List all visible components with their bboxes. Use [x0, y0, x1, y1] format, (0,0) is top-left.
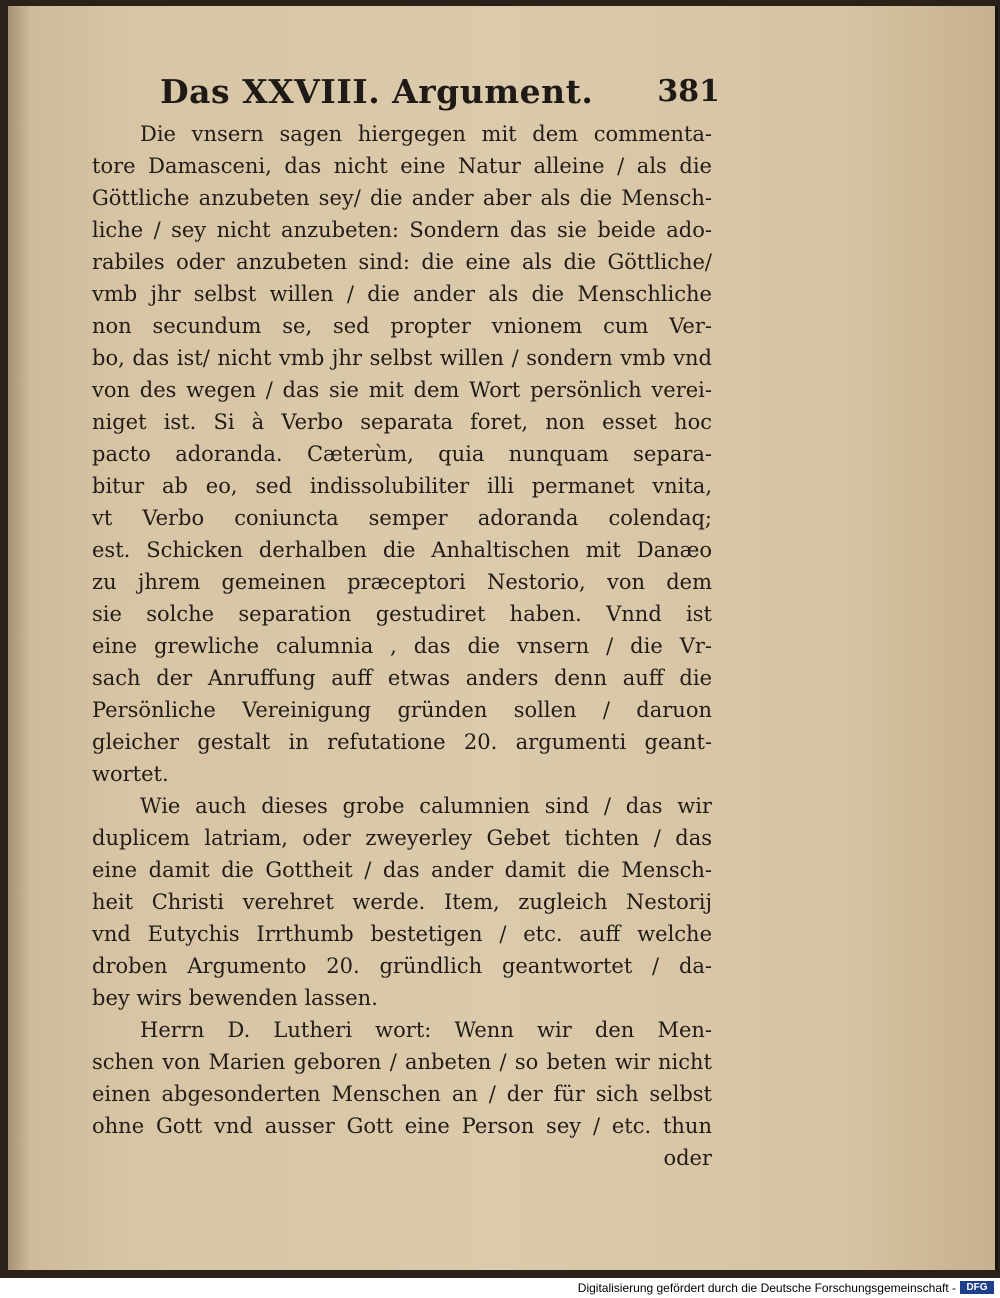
text-line: sach der Anruffung auff etwas anders denn auff die — [92, 666, 712, 690]
text-line: eine grewliche calumnia , das die vnsern / die Vr- — [92, 634, 712, 658]
text-line: non secundum se, sed propter vnionem cum Ver- — [92, 314, 712, 338]
running-title: Das XXVIII. Argument. — [160, 72, 594, 111]
text-line: liche / sey nicht anzubeten: Sondern das sie beide ado- — [92, 218, 712, 242]
text-line: duplicem latriam, oder zweyerley Gebet tichten / das — [92, 826, 712, 850]
page-number: 381 — [657, 74, 720, 109]
text-line: Herrn D. Lutheri wort: Wenn wir den Men- — [140, 1018, 712, 1042]
text-line: oder — [663, 1146, 712, 1170]
digitization-credit: Digitalisierung gefördert durch die Deutsche Forschungsgemeinschaft - — [577, 1281, 956, 1295]
text-line: vt Verbo coniuncta semper adoranda colendaq; — [92, 506, 712, 530]
text-line: est. Schicken derhalben die Anhaltischen mit Danæo — [92, 538, 712, 562]
text-line: eine damit die Gottheit / das ander damit die Mensch- — [92, 858, 712, 882]
page-header — [160, 72, 720, 116]
text-line: Göttliche anzubeten sey/ die ander aber als die Mensch- — [92, 186, 712, 210]
dfg-logo: DFG — [960, 1281, 994, 1294]
text-line: tore Damasceni, das nicht eine Natur alleine / als die — [92, 154, 712, 178]
text-line: niget ist. Si à Verbo separata foret, non esset hoc — [92, 410, 712, 434]
text-line: Persönliche Vereinigung gründen sollen / daruon — [92, 698, 712, 722]
text-line: Die vnsern sagen hiergegen mit dem commenta- — [140, 122, 712, 146]
text-line: bitur ab eo, sed indissolubiliter illi permanet vnita, — [92, 474, 712, 498]
footer-bar — [0, 1278, 1000, 1298]
text-line: sie solche separation gestudiret haben. Vnnd ist — [92, 602, 712, 626]
text-line: droben Argumento 20. gründlich geantwortet / da- — [92, 954, 712, 978]
text-line: pacto adoranda. Cæterùm, quia nunquam separa- — [92, 442, 712, 466]
text-line: vmb jhr selbst willen / die ander als die Menschliche — [92, 282, 712, 306]
text-line: ohne Gott vnd ausser Gott eine Person sey / etc. thun — [92, 1114, 712, 1138]
text-line: zu jhrem gemeinen præceptori Nestorio, von dem — [92, 570, 712, 594]
text-line: wortet. — [92, 762, 169, 786]
text-line: gleicher gestalt in refutatione 20. argumenti geant- — [92, 730, 712, 754]
text-line: bey wirs bewenden lassen. — [92, 986, 378, 1010]
text-line: schen von Marien geboren / anbeten / so beten wir nicht — [92, 1050, 712, 1074]
text-line: von des wegen / das sie mit dem Wort persönlich verei- — [92, 378, 712, 402]
text-line: vnd Eutychis Irrthumb bestetigen / etc. auff welche — [92, 922, 712, 946]
text-line: bo, das ist/ nicht vmb jhr selbst willen / sondern vmb vnd — [92, 346, 712, 370]
text-line: Wie auch dieses grobe calumnien sind / das wir — [140, 794, 712, 818]
text-line: heit Christi verehret werde. Item, zugleich Nestorij — [92, 890, 712, 914]
text-line: rabiles oder anzubeten sind: die eine als die Göttliche/ — [92, 250, 712, 274]
page-gutter-shadow — [8, 6, 30, 1270]
text-line: einen abgesonderten Menschen an / der für sich selbst — [92, 1082, 712, 1106]
